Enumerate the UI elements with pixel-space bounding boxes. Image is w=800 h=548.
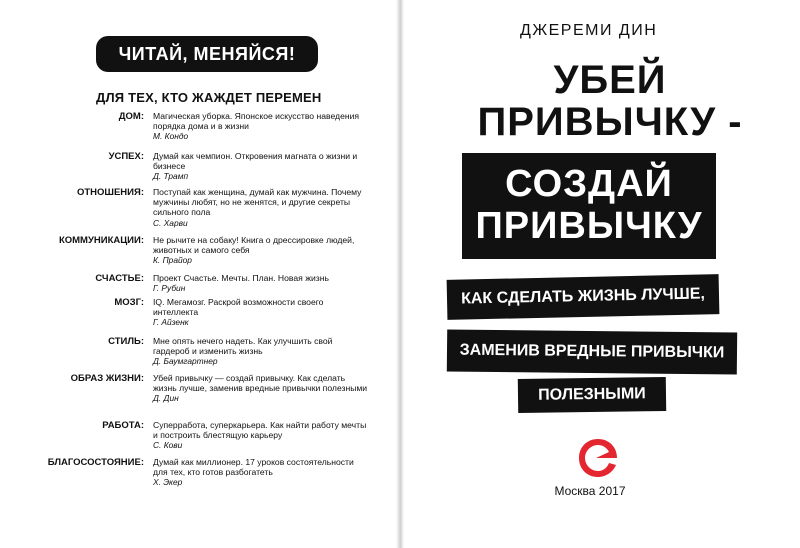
entry-description [153, 273, 368, 293]
subtitle-line-2: ЗАМЕНИВ ВРЕДНЫЕ ПРИВЫЧКИ [459, 341, 725, 362]
entry-title: Магическая уборка. Японское искусство наведения порядка дома и в жизни [153, 111, 360, 132]
book-gutter [396, 0, 404, 548]
book-author: ДЖЕРЕМИ ДИН [520, 22, 658, 39]
entry-category: БЛАГОСОСТОЯНИЕ: [47, 457, 144, 468]
entry-author: Г. Рубин [153, 283, 186, 294]
entry-description [153, 457, 368, 488]
title-line-1: УБЕЙ [553, 58, 667, 102]
title-box-line-2: ПРИВЫЧКУ [475, 205, 703, 247]
entry-title: Поступай как женщина, думай как мужчина. Почему мужчины любят, но не женятся, и другие секреты сильного пола [153, 187, 362, 218]
entry-title: Думай как миллионер. 17 уроков состоятельности для тех, кто готов разбогатеть [153, 457, 354, 478]
subtitle-strip-1 [447, 274, 720, 320]
subtitle-line-1: КАК СДЕЛАТЬ ЖИЗНЬ ЛУЧШЕ, [460, 285, 706, 308]
entry-title: Убей привычку — создай привычку. Как сделать жизнь лучше, заменив вредные привычки полезными [153, 373, 368, 394]
title-line-2: ПРИВЫЧКУ - [477, 100, 743, 144]
entry-description [153, 420, 368, 451]
entry-description [153, 111, 368, 142]
entry-author: М. Кондо [153, 131, 189, 142]
entry-category: СТИЛЬ: [108, 336, 144, 347]
entry-title: Суперработа, суперкарьера. Как найти работу мечты и построить блестящую карьеру [153, 420, 367, 441]
entry-description [153, 373, 368, 404]
entry-category: ОТНОШЕНИЯ: [76, 187, 144, 198]
entry-title: Не рычите на собаку! Книга о дрессировке людей, животных и самого себя [153, 235, 355, 256]
entry-category: КОММУНИКАЦИИ: [58, 235, 144, 246]
entry-author: К. Прайор [153, 255, 192, 266]
entry-category: СЧАСТЬЕ: [95, 273, 144, 284]
entry-title: IQ. Мегамозг. Раскрой возможности своего интеллекта [153, 297, 324, 318]
title-box-line-1: СОЗДАЙ [505, 163, 673, 205]
entry-author: Д. Дин [153, 393, 179, 404]
entry-category: УСПЕХ: [108, 151, 144, 162]
entry-description [153, 187, 368, 228]
entry-author: С. Харви [153, 217, 188, 228]
series-heading: ДЛЯ ТЕХ, КТО ЖАЖДЕТ ПЕРЕМЕН [96, 90, 322, 105]
imprint-city-year: Москва 2017 [554, 484, 626, 498]
entry-title: Думай как чемпион. Откровения магната о жизни и бизнесе [153, 151, 358, 172]
entry-author: Д. Баумгартнер [153, 356, 218, 367]
series-banner [96, 36, 318, 72]
entry-title: Проект Счастье. Мечты. План. Новая жизнь [153, 273, 329, 283]
subtitle-line-3: ПОЛЕЗНЫМИ [538, 385, 646, 404]
entry-description [153, 235, 368, 266]
entry-description [153, 151, 368, 182]
subtitle-strip-3 [518, 377, 666, 413]
entry-author: Д. Трамп [153, 171, 189, 182]
entry-author: Х. Экер [153, 477, 183, 488]
entry-description [153, 336, 368, 367]
entry-author: Г. Айзенк [153, 317, 189, 328]
entry-category: ДОМ: [118, 111, 144, 122]
entry-author: С. Кови [153, 440, 183, 451]
series-banner-text: ЧИТАЙ, МЕНЯЙСЯ! [118, 43, 296, 64]
entry-description [153, 297, 368, 328]
entry-category: ОБРАЗ ЖИЗНИ: [70, 373, 144, 384]
subtitle-strip-2 [447, 329, 737, 374]
entry-category: МОЗГ: [114, 297, 144, 308]
entry-category: РАБОТА: [102, 420, 144, 431]
eksmo-swirl-logo-icon [576, 436, 620, 480]
entry-title: Мне опять нечего надеть. Как улучшить свой гардероб и изменить жизнь [153, 336, 333, 357]
